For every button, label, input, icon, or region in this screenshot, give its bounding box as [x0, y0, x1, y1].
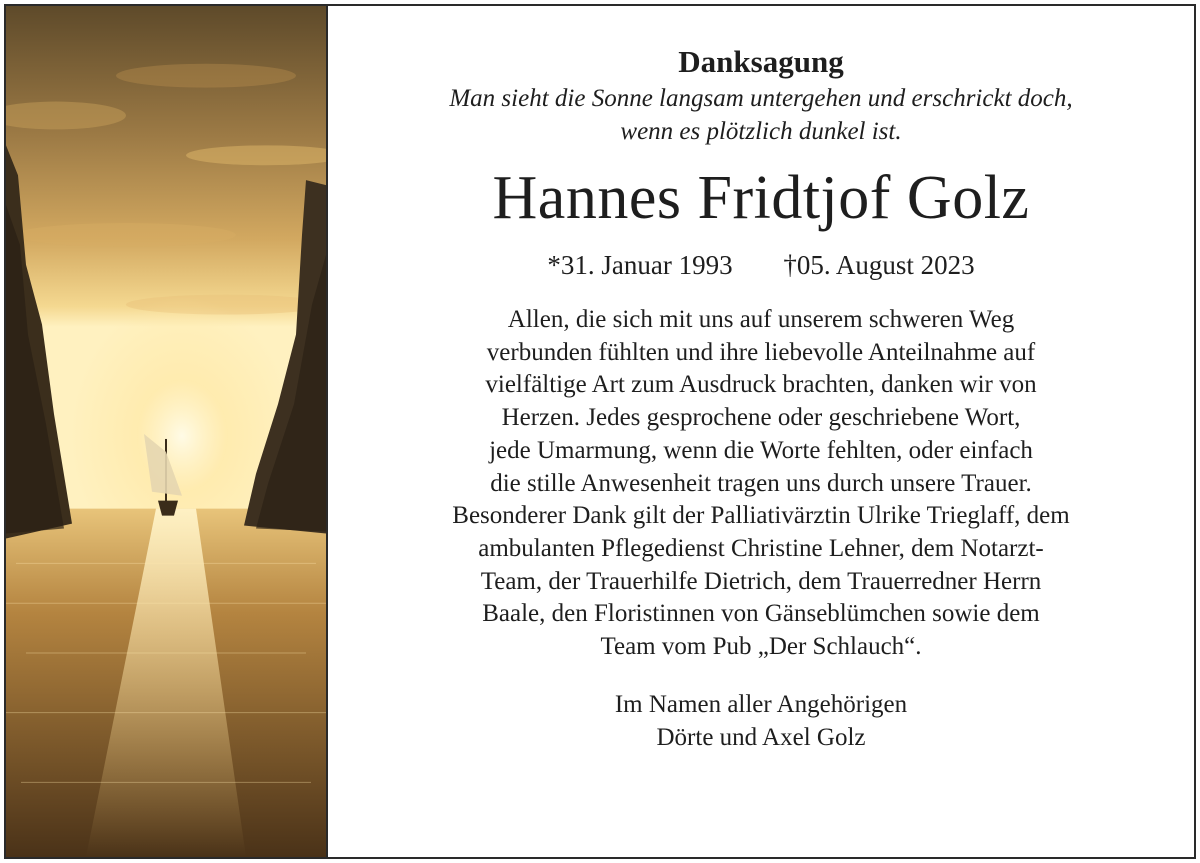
thanks-line: jede Umarmung, wenn die Worte fehlten, oder einfach — [489, 436, 1033, 464]
signature-names: Dörte und Axel Golz — [656, 723, 866, 751]
thanks-line: ambulanten Pflegedienst Christine Lehner, dem Notarzt- — [478, 534, 1044, 562]
notice-heading: Danksagung — [678, 44, 844, 79]
thanks-paragraph — [328, 304, 1194, 664]
obituary-notice — [4, 4, 1196, 859]
sunset-ship-image — [6, 6, 328, 857]
thanks-line: Team vom Pub „Der Schlauch“. — [600, 633, 922, 661]
thanks-line: Baale, den Floristinnen von Gänseblümchen sowie dem — [482, 600, 1040, 628]
thanks-line: vielfältige Art zum Ausdruck brachten, danken wir von — [485, 371, 1037, 399]
thanks-line: Besonderer Dank gilt der Palliativärztin Ulrike Trieglaff, dem — [452, 502, 1070, 530]
death-date: †05. August 2023 — [783, 250, 975, 280]
thanks-line: Herzen. Jedes gesprochene oder geschriebene Wort, — [501, 404, 1021, 432]
thanks-line: die stille Anwesenheit tragen uns durch unsere Trauer. — [490, 469, 1032, 497]
life-dates — [328, 248, 1194, 282]
deceased-name: Hannes Fridtjof Golz — [492, 164, 1030, 232]
thanks-line: Team, der Trauerhilfe Dietrich, dem Trauerredner Herrn — [480, 567, 1042, 595]
sunset-ship-illustration — [6, 6, 326, 857]
signature-line: Im Namen aller Angehörigen — [614, 690, 908, 718]
notice-text-column — [328, 6, 1194, 857]
motto-line: wenn es plötzlich dunkel ist. — [620, 118, 902, 145]
thanks-line: verbunden fühlten und ihre liebevolle Anteilnahme auf — [486, 338, 1036, 366]
motto-quote — [328, 82, 1194, 148]
signature-block — [328, 688, 1194, 754]
thanks-line: Allen, die sich mit uns auf unserem schweren Weg — [507, 306, 1015, 333]
motto-line: Man sieht die Sonne langsam untergehen und erschrickt doch, — [449, 85, 1073, 112]
birth-date: *31. Januar 1993 — [547, 250, 733, 280]
